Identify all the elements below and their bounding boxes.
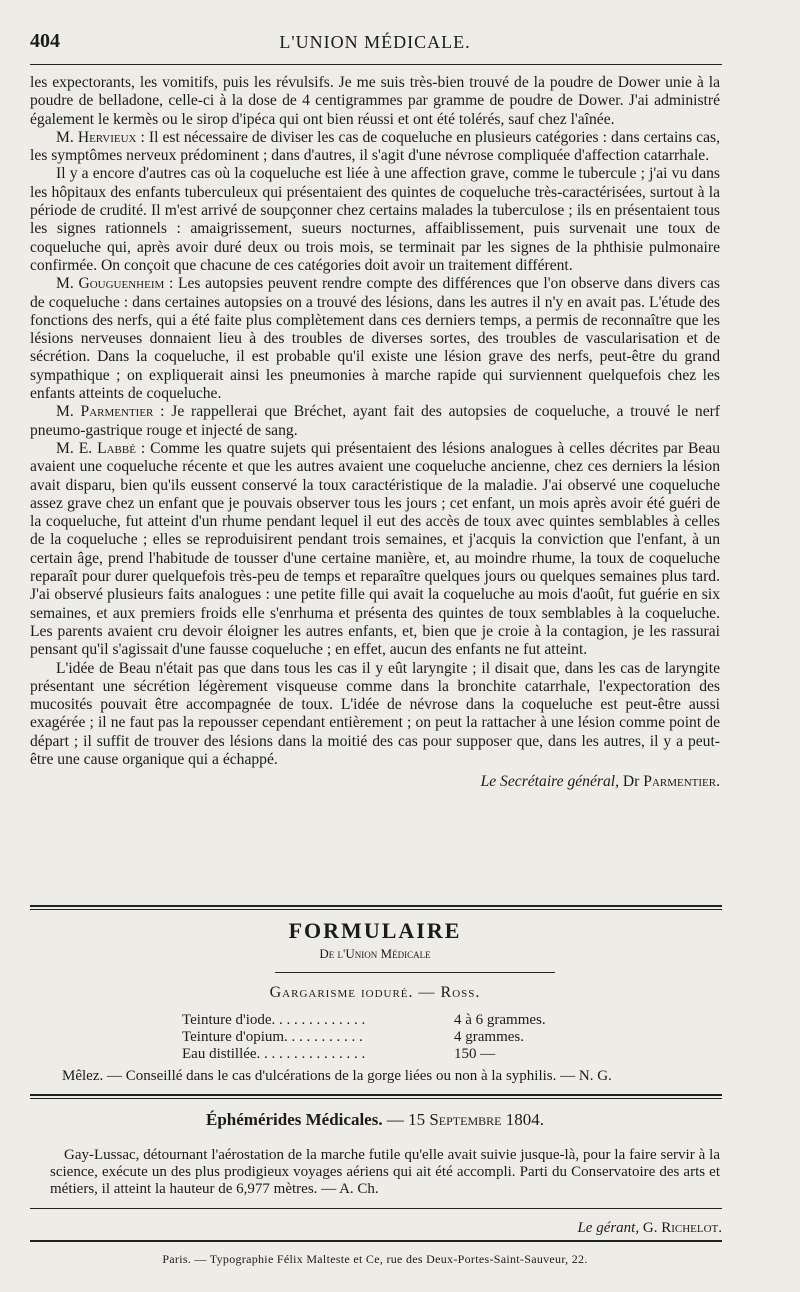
footer-rule [30,1208,722,1209]
signature-name: Parmentier. [643,773,720,791]
article-body [30,74,720,792]
ingredient-name: Teinture d'iode. . . . . . . . . . . . . [182,1012,366,1028]
speaker-prefix: M. [56,403,81,421]
paragraph [30,440,720,660]
speech-text: : Il est nécessaire de diviser les cas de coqueluche en plusieurs catégories : dans certains cas, les symptômes nerveux prédominent ; dans d'autres, il s'agit d'une névrose compliquée d'affection catarrhale. [30,128,720,165]
page-header [30,30,720,60]
page-number: 404 [30,30,60,52]
speaker-name: Gouguenheim [78,275,165,293]
speech-text: : Comme les quatre sujets qui présentaient des lésions analogues à celles décrites par Beau avaient une coqueluche récente et que les autres avaient une coqueluche ancienne, chez ces derniers la lésion avait disparu, bien qu'ils eussent conservé la toux caractéristique de la maladie. J'ai observé une coqueluche assez grave chez un enfant que je pouvais observer tous les jours ; cet enfant, un mois après avoir été guéri de la coqueluche, fut atteint d'un rhume pendant lequel il eut des accès de toux avec quintes semblables à celles de la coqueluche ; elles se reproduisirent pendant trois semaines, et j'acquis la conviction que l'enfant, à un certain âge, prend l'habitude de tousser d'une certaine manière, et, au moindre rhume, la toux de coqueluche reparaît pour durer quelquefois très-peu de temps et reparaître quelques jours ou quelques semaines plus tard. J'ai observé plusieurs faits analogues : une petite fille qui avait la coqueluche au mois d'août, fut guérie en six semaines, et aux premiers froids elle s'enrhuma et présenta des quintes de toux semblables à la coqueluche. Les parents avaient cru devoir éloigner les autres enfants, et, bien que je croie à la contagion, je les rassurai pensant qu'il s'agissait d'une fausse coqueluche ; en effet, aucun des enfants ne fut atteint. [30,439,720,659]
speech-text: : Je rappellerai que Bréchet, ayant fait des autopsies de coqueluche, a trouvé le nerf pneumo-gastrique rouge et injecté de sang. [30,403,720,439]
running-title: L'UNION MÉDICALE. [279,32,471,52]
ephemerides-text: Gay-Lussac, détournant l'aérostation de la marche futile qu'elle avait suivie jusque-là, pour la faire servir à la science, exécute un des plus prodigieux voyages aériens qui ait été accompli. Parti du Conservatoire des arts et métiers, il atteint la hauteur de 6,977 mètres. — A. Ch. [50,1147,720,1197]
gerant-name: G. Richelot. [639,1220,722,1236]
paragraph: L'idée de Beau n'était pas que dans tous les cas il y eût laryngite ; il disait que, dans les cas de laryngite présentant une sécrétion légèrement visqueuse comme dans la bronchite catarrhale, l'expectoration des mucosités pouvait être accompagnée de toux. L'idée de névrose dans la coqueluche est peut-être aussi exagérée ; il ne faut pas la repousser cependant entièrement ; on peut la rattacher à une lésion comme point de départ ; il suffit de trouver des lésions dans la moitié des cas pour supposer que, dans les autres, il y a peut-être une cause organique qui a échappé. [30,659,720,768]
paragraph [30,275,720,403]
header-rule [30,64,722,65]
paragraph: les expectorants, les vomitifs, puis les révulsifs. Je me suis très-bien trouvé de la poudre de Dower unie à la poudre de belladone, celle-ci à la dose de 4 centigrammes par gramme de poudre de Dower. J'ai administré également le kermès ou le sirop d'ipéca qui ont bien réussi et ont été tolérés, sauf chez l'aînée. [30,74,720,128]
ingredient-quantity: 4 grammes. [454,1029,524,1045]
ingredient-name: Eau distillée. . . . . . . . . . . . . . . [182,1046,366,1062]
ephemerides-date: — 15 Septembre 1804. [382,1110,544,1129]
ingredient-name: Teinture d'opium. . . . . . . . . . . [182,1029,363,1045]
speaker-name: Labbé [97,439,136,457]
signature-role: Le Secrétaire général, [480,773,619,791]
speaker-prefix: M. [56,128,78,146]
section-rule [30,1098,722,1099]
section-rule [30,905,722,907]
gerant-signature [577,1220,722,1237]
ephemerides-heading: Éphémérides Médicales. [206,1110,383,1129]
signature-title: Dr [619,773,644,791]
gerant-label: Le gérant, [577,1220,640,1236]
formulaire-rule [275,972,555,973]
ingredient-quantity: 150 — [454,1046,496,1062]
section-rule [30,909,722,910]
recipe-title: Gargarisme ioduré. — Ross. [269,984,481,1001]
formulaire-note: Mêlez. — Conseillé dans le cas d'ulcérations de la gorge liées ou non à la syphilis. — N. G. [62,1068,612,1084]
ephemerides-title [30,1110,720,1130]
section-rule [30,1094,722,1096]
formulaire-subtitle: De l'Union Médicale [319,946,431,961]
printer-imprint: Paris. — Typographie Félix Malteste et Ce, rue des Deux-Portes-Saint-Sauveur, 22. [162,1252,588,1266]
speaker-name: Hervieux [77,128,137,146]
footer-rule [30,1240,722,1242]
paragraph [30,403,720,440]
paragraph [30,129,720,166]
speaker-prefix: M. E. [56,439,98,457]
speaker-name: Parmentier [80,403,154,421]
ingredient-quantity: 4 à 6 grammes. [454,1012,546,1028]
paragraph: Il y a encore d'autres cas où la coqueluche est liée à une affection grave, comme le tubercule ; j'ai vu dans les hôpitaux des enfants tuberculeux qui présentaient des quintes de coqueluche très-caractérisées, surtout à la période de crudité. Il m'est arrivé de soupçonner chez certains malades la tuberculose ; ils en présentaient tous les signes rationnels : amaigrissement, sueurs nocturnes, affaiblissement, puis survenait une toux de coqueluche qui, après avoir duré deux ou trois mois, se terminait par les signes de la phthisie pulmonaire confirmée. On conçoit que chacune de ces catégories doit avoir un traitement différent. [30,165,720,274]
formulaire-title: FORMULAIRE [288,918,462,943]
speech-text: : Les autopsies peuvent rendre compte des différences que l'on observe dans divers cas de coqueluche : dans certaines autopsies on a trouvé des lésions, dans les autres il n'y en avait pas. L'étude des fonctions des nerfs, qui a été faite plus complètement dans ces derniers temps, a permis de reconnaître que les lésions nerveuses donnaient lieu à des troubles de diverses sortes, des troubles de vascularisation et de sécrétion. Dans la coqueluche, il est probable qu'il existe une lésion grave des nerfs, peut-être du grand sympathique ; on expliquerait ainsi les pneumonies à marche rapide qui surviennent quelquefois chez les enfants atteints de coqueluche. [30,275,720,403]
signature [30,773,720,791]
speaker-prefix: M. [56,275,79,293]
